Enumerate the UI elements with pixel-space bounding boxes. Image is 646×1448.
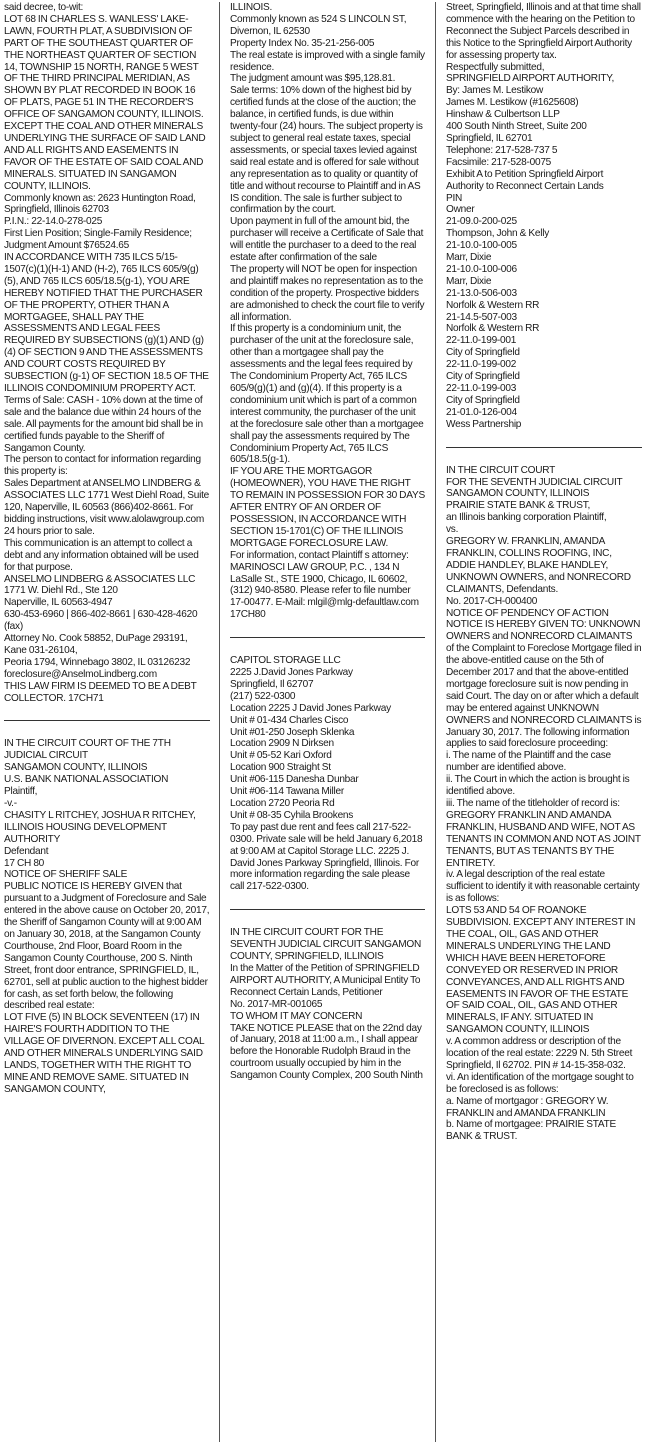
notice-line: foreclosure@AnselmoLindberg.com [4, 668, 157, 680]
column-divider [435, 2, 436, 1442]
notice-line: P.I.N.: 22-14.0-278-025 [4, 216, 103, 228]
notice-line: SANGAMON COUNTY, ILLINOIS [4, 762, 148, 774]
notice-line: By: James M. Lestikow [446, 85, 544, 97]
notice-line: 22-11.0-199-001 [446, 335, 517, 347]
legal-notice [446, 465, 642, 1144]
column-3 [446, 2, 642, 1442]
notice-line: an Illinois banking corporation Plaintiff, [446, 512, 607, 524]
legal-notice [230, 655, 425, 893]
notice-line: The real estate is improved with a single family residence. [230, 49, 425, 73]
notice-line: CHASITY L RITCHEY, JOSHUA R RITCHEY, ILLINOIS HOUSING DEVELOPMENT AUTHORITY [4, 809, 196, 845]
notice-line: City of Springfield [446, 394, 520, 406]
notice-line: FOR THE SEVENTH JUDICIAL CIRCUIT [446, 476, 623, 488]
notice-line: NOTICE IS HEREBY GIVEN TO: UNKNOWN OWNERS and NONRECORD CLAIMANTS of the Complaint to Foreclose Mortgage filed in the above-entitled cause on the 5th of December 2017 and that the above-entitled mortgage foreclosure suit is now pending in said Court. The day on or after which a default may be entered against UNKNOWN OWNERS and NONRECORD CLAIMANTS is January 30, 2017. The following information applies to said foreclosure proceeding: [446, 619, 642, 750]
notice-line: 22-11.0-199-003 [446, 383, 517, 394]
notice-line: Marr, Dixie [446, 252, 492, 264]
notice-line: Terms of Sale: CASH - 10% down at the time of sale and the balance due within 24 hours of the sale. All payments for the amount bid shall be in certified funds payable to the Sheriff of Sangamon County. [4, 394, 203, 454]
notice-line: 22-11.0-199-002 [446, 359, 517, 371]
notice-line: City of Springfield [446, 347, 520, 359]
notice-line: GREGORY W. FRANKLIN, AMANDA FRANKLIN, COLLINS ROOFING, INC, ADDIE HANDLEY, BLAKE HANDLEY, UNKNOWN OWNERS, and NONRECORD CLAIMANTS, Defendants. [446, 536, 631, 595]
notice-line: -v.- [4, 798, 17, 809]
notice-line: Unit # 05-52 Kari Oxford [230, 750, 332, 762]
notice-line: Facsimile: 217-528-0075 [446, 156, 552, 168]
notice-line: Street, Springfield, Illinois and at that time shall commence with the hearing on the Petition to Reconnect the Subject Parcels described in this Notice to the Springfield Airport Authority for assessing property tax. [446, 2, 641, 61]
notice-line: v. A common address or description of the location of the real estate: 2229 N. 5th Street Springfield, Il 62702. PIN # 14-15-358-032. [446, 1036, 633, 1071]
notice-line: Thompson, John & Kelly [446, 228, 550, 240]
notice-line: Springfield, Il 62707 [230, 678, 314, 690]
notice-line: Springfield, IL 62701 [446, 132, 533, 144]
notice-line: IN THE CIRCUIT COURT [446, 464, 556, 476]
notice-line: TAKE NOTICE PLEASE that on the 22nd day of January, 2018 at 11:00 a.m., I shall appear before the Honorable Rudolph Braud in the courtroom usually occupied by him in the Sangamon County Complex, 200 South Ninth [230, 1022, 423, 1082]
notice-line: PUBLIC NOTICE IS HEREBY GIVEN that pursuant to a Judgment of Foreclosure and Sale entered in the above cause on October 20, 2017, the Sheriff of Sangamon County will at 9:00 AM on January 30, 2018, at the Sangamon County Courthouse, 2nd Floor, Board Room in the Sangamon County Courthouse, 200 S. Ninth Street, front door entrance, SPRINGFIELD, IL, 62701, sell at public auction to the highest bidder for cash, as set forth below, the following described real estate: [4, 881, 210, 1012]
notice-separator [230, 637, 425, 638]
notice-line: 400 South Ninth Street, Suite 200 [446, 121, 587, 133]
notice-line: Peoria 1794, Winnebago 3802, IL 03126232 [4, 656, 191, 668]
notice-line: vs. [446, 524, 459, 536]
notice-line: Exhibit A to Petition Springfield Airport Authority to Reconnect Certain Lands [446, 168, 604, 192]
notice-line: Wess Partnership [446, 418, 522, 430]
legal-notice [446, 2, 642, 431]
notice-line: PIN [446, 192, 463, 204]
notice-line: 17CH80 [230, 609, 266, 621]
notice-line: Property Index No. 35-21-256-005 [230, 37, 375, 49]
notice-line: Sale terms: 10% down of the highest bid by certified funds at the close of the auction; the balance, in certified funds, is due within twenty-four (24) hours. The subject property is subject to general real estate taxes, special assessments, or special taxes levied against said real estate and is offered for sale without any representation as to quality or quantity of title and without recourse to Plaintiff and in AS IS condition. The sale is further subject to confirmation by the court. [230, 85, 423, 216]
notice-line: (217) 522-0300 [230, 690, 296, 702]
notice-line: James M. Lestikow (#1625608) [446, 97, 579, 109]
notice-line: NOTICE OF SHERIFF SALE [4, 869, 128, 881]
notice-line: CAPITOL STORAGE LLC [230, 655, 341, 667]
notice-line: The person to contact for information regarding this property is: [4, 454, 201, 478]
notice-line: ILLINOIS. [230, 2, 273, 13]
notice-line: Unit #01-250 Joseph Sklenka [230, 726, 355, 738]
notice-line: For information, contact Plaintiff s attorney: MARINOSCI LAW GROUP, P.C. , 134 N LaSalle St., STE 1900, Chicago, IL 60602, (312) 940-8580. Please refer to file number 17-00477. E-Mail: mlgil@mlg-defaultlaw.com [230, 549, 419, 609]
notice-line: Unit #06-114 Tawana Miller [230, 786, 344, 798]
notice-line: 21-10.0-100-006 [446, 263, 517, 275]
notice-line: ii. The Court in which the action is brought is identified above. [446, 774, 630, 798]
notice-line: 17 CH 80 [4, 857, 45, 869]
notice-line: iii. The name of the titleholder of record is: GREGORY FRANKLIN AND AMANDA FRANKLIN, HUSBAND AND WIFE, NOT AS TENANTS IN COMMON AND NOT AS JOINT TENANTS, BUT AS TENANTS BY THE ENTIRETY. [446, 798, 641, 869]
notice-line: vi. An identification of the mortgage sought to be foreclosed is as follows: [446, 1071, 634, 1095]
notice-line: Sales Department at ANSELMO LINDBERG & ASSOCIATES LLC 1771 West Diehl Road, Suite 120, Naperville, IL 60563 (866)402-8661. For bidding instructions, visit www.alolawgroup.com 24 hours prior to sale. [4, 478, 210, 537]
notice-line: THIS LAW FIRM IS DEEMED TO BE A DEBT COLLECTOR. 17CH71 [4, 680, 197, 704]
notice-line: iv. A legal description of the real estate sufficient to identify it with reasonable certainty is as follows: [446, 869, 640, 905]
notice-line: Upon payment in full of the amount bid, the purchaser will receive a Certificate of Sale that will entitle the purchaser to a deed to the real estate after confirmation of the sale [230, 216, 424, 264]
notice-line: SPRINGFIELD AIRPORT AUTHORITY, [446, 73, 615, 85]
notice-line: Unit # 01-434 Charles Cisco [230, 714, 349, 726]
notice-line: Location 2909 N Dirksen [230, 738, 334, 750]
notice-line: Commonly known as 524 S LINCOLN ST, Divernon, IL 62530 [230, 13, 407, 37]
legal-notice [4, 2, 210, 704]
notice-line: Commonly known as: 2623 Huntington Road, Springfield, Illinois 62703 [4, 192, 196, 216]
notice-line: Defendant [4, 845, 49, 857]
notice-line: PRAIRIE STATE BANK & TRUST, [446, 500, 591, 512]
notice-line: Location 2720 Peoria Rd [230, 798, 335, 809]
notice-line: City of Springfield [446, 371, 520, 383]
notice-line: In the Matter of the Petition of SPRINGFIELD AIRPORT AUTHORITY, A Municipal Entity To Reconnect Certain Lands, Petitioner [230, 962, 421, 998]
notice-line: 1771 W. Diehl Rd., Ste 120 [4, 585, 118, 597]
notice-line: LOT 68 IN CHARLES S. WANLESS' LAKE-LAWN, FOURTH PLAT, A SUBDIVISION OF PART OF THE SOUTHEAST QUARTER OF THE NORTHEAST QUARTER OF SECTION 14, TOWNSHIP 15 NORTH, RANGE 5 WEST OF THE THIRD PRINCIPAL MERIDIAN, AS SHOWN BY PLAT RECORDED IN BOOK 16 OF PLATS, PAGE 51 IN THE RECORDER'S OFFICE OF SANGAMON COUNTY, ILLINOIS. EXCEPT THE COAL AND OTHER MINERALS UNDERLYING THE SURFACE OF SAID LAND AND ALL RIGHTS AND EASEMENTS IN FAVOR OF THE ESTATE OF SAID COAL AND MINERALS. SITUATED IN SANGAMON COUNTY, ILLINOIS. [4, 13, 206, 192]
notice-line: Norfolk & Western RR [446, 323, 540, 335]
notice-line: First Lien Position; Single-Family Residence; Judgment Amount $76524.65 [4, 228, 192, 252]
notice-line: This communication is an attempt to collect a debt and any information obtained will be used for that purpose. [4, 537, 199, 573]
notice-separator [4, 720, 210, 721]
notice-line: Telephone: 217-528-737 5 [446, 144, 558, 156]
notice-line: Norfolk & Western RR [446, 299, 540, 311]
notice-line: To pay past due rent and fees call 217-522-0300. Private sale will be held January 6,2018 at 9:00 AM at Capitol Storage LLC. 2225 J. David Jones Parkway Springfield, Illinois. For more information regarding the sale please call 217-522-0300. [230, 821, 423, 893]
notice-line: NOTICE OF PENDENCY OF ACTION [446, 607, 609, 619]
notice-line: Location 900 Straight St [230, 762, 331, 774]
notice-line: LOTS 53 AND 54 OF ROANOKE SUBDIVISION. EXCEPT ANY INTEREST IN THE COAL, OIL, GAS AND OTHER MINERALS UNDERLYING THE LAND WHICH HAVE BEEN HERETOFORE CONVEYED OR RESERVED IN PRIOR CONVEYANCES, AND ALL RIGHTS AND EASEMENTS IN FAVOR OF THE ESTATE OF SAID COAL, OIL, GAS AND OTHER MINERALS, IF ANY. SITUATED IN SANGAMON COUNTY, ILLINOIS [446, 905, 636, 1036]
column-2 [230, 2, 425, 1442]
notice-line: No. 2017-MR-001065 [230, 998, 323, 1010]
legal-notice [230, 2, 425, 621]
notice-separator [230, 909, 425, 910]
notice-line: Owner [446, 204, 475, 216]
notice-line: If this property is a condominium unit, the purchaser of the unit at the foreclosure sale, other than a mortgagee shall pay the assessments and the legal fees required by The Condominium Property Act, 765 ILCS 605/9(g)(1) and (g)(4). If this property is a condominium unit which is part of a common interest community, the purchaser of the unit at the foreclosure sale other than a mortgagee shall pay the assessments required by The Condominium Property Act, 765 ILCS 605/18.5(g-1). [230, 323, 424, 466]
notice-line: IN THE CIRCUIT COURT OF THE 7TH JUDICIAL CIRCUIT [4, 738, 171, 762]
notice-line: 21-14.5-507-003 [446, 311, 517, 323]
notice-line: IN ACCORDANCE WITH 735 ILCS 5/15-1507(c)(1)(H-1) AND (H-2), 765 ILCS 605/9(g)(5), AND 765 ILCS 605/18.5(g-1), YOU ARE HEREBY NOTIFIED THAT THE PURCHASER OF THE PROPERTY, OTHER THAN A MORTGAGEE, SHALL PAY THE ASSESSMENTS AND LEGAL FEES REQUIRED BY SUBSECTIONS (g)(1) AND (g)(4) OF SECTION 9 AND THE ASSESSMENTS AND COURT COSTS REQUIRED BY SUBSECTION (g-1) OF SECTION 18.5 OF THE ILLINOIS CONDOMINIUM PROPERTY ACT. [4, 252, 209, 394]
notice-line: U.S. BANK NATIONAL ASSOCIATION [4, 774, 169, 786]
notice-line: 630-453-6960 | 866-402-8661 | 630-428-4620 (fax) [4, 609, 198, 633]
notice-line: ANSELMO LINDBERG & ASSOCIATES LLC [4, 573, 196, 585]
notice-line: SANGAMON COUNTY, ILLINOIS [446, 488, 590, 500]
notice-line: 21-09.0-200-025 [446, 216, 517, 228]
notice-line: Location 2225 J David Jones Parkway [230, 702, 391, 714]
notice-line: IN THE CIRCUIT COURT FOR THE SEVENTH JUDICIAL CIRCUIT SANGAMON COUNTY, SPRINGFIELD, ILLINOIS [230, 927, 422, 963]
notice-line: Attorney No. Cook 58852, DuPage 293191, Kane 031-26104, [4, 633, 188, 656]
notice-line: The property will NOT be open for inspection and plaintiff makes no representation as to the condition of the property. Prospective bidders are admonished to check the court file to verify all information. [230, 263, 425, 323]
notice-line: 21-10.0-100-005 [446, 240, 517, 252]
legal-notice [230, 927, 425, 1082]
notice-line: IF YOU ARE THE MORTGAGOR (HOMEOWNER), YOU HAVE THE RIGHT TO REMAIN IN POSSESSION FOR 30 DAYS AFTER ENTRY OF AN ORDER OF POSSESSION, IN ACCORDANCE WITH SECTION 15-1701(C) OF THE ILLINOIS MORTGAGE FORECLOSURE LAW. [230, 466, 425, 549]
notice-line: Marr, Dixie [446, 275, 492, 287]
notice-line: Respectfully submitted, [446, 61, 545, 73]
notice-separator [446, 447, 642, 448]
legal-notice [4, 738, 210, 1095]
notice-line: Plaintiff, [4, 786, 38, 798]
notice-line: Unit # 08-35 Cyhila Brookens [230, 809, 354, 821]
notice-line: The judgment amount was $95,128.81. [230, 73, 396, 85]
notice-line: a. Name of mortgagor : GREGORY W. FRANKLIN and AMANDA FRANKLIN [446, 1095, 609, 1119]
notice-line: 21-01.0-126-004 [446, 406, 517, 418]
notice-line: 21-13.0-506-003 [446, 287, 517, 299]
notice-line: i. The name of the Plaintiff and the case number are identified above. [446, 750, 611, 774]
notice-line: b. Name of mortgagee: PRAIRIE STATE BANK & TRUST. [446, 1119, 617, 1143]
column-divider [219, 2, 220, 1442]
notice-line: said decree, to-wit: [4, 2, 84, 13]
notice-line: Unit #06-115 Danesha Dunbar [230, 774, 359, 786]
notice-line: TO WHOM IT MAY CONCERN [230, 1010, 363, 1022]
notice-line: 2225 J.David Jones Parkway [230, 667, 353, 679]
notice-line: LOT FIVE (5) IN BLOCK SEVENTEEN (17) IN HAIRE'S FOURTH ADDITION TO THE VILLAGE OF DIVERNON. EXCEPT ALL COAL AND OTHER MINERALS UNDERLYING SAID LANDS, TOGETHER WITH THE RIGHT TO MINE AND REMOVE SAME. SITUATED IN SANGAMON COUNTY, [4, 1012, 205, 1095]
notice-line: Hinshaw & Culbertson LLP [446, 109, 560, 121]
column-1 [4, 2, 210, 1442]
notice-line: No. 2017-CH-000400 [446, 595, 538, 607]
notice-line: Naperville, IL 60563-4947 [4, 597, 113, 609]
